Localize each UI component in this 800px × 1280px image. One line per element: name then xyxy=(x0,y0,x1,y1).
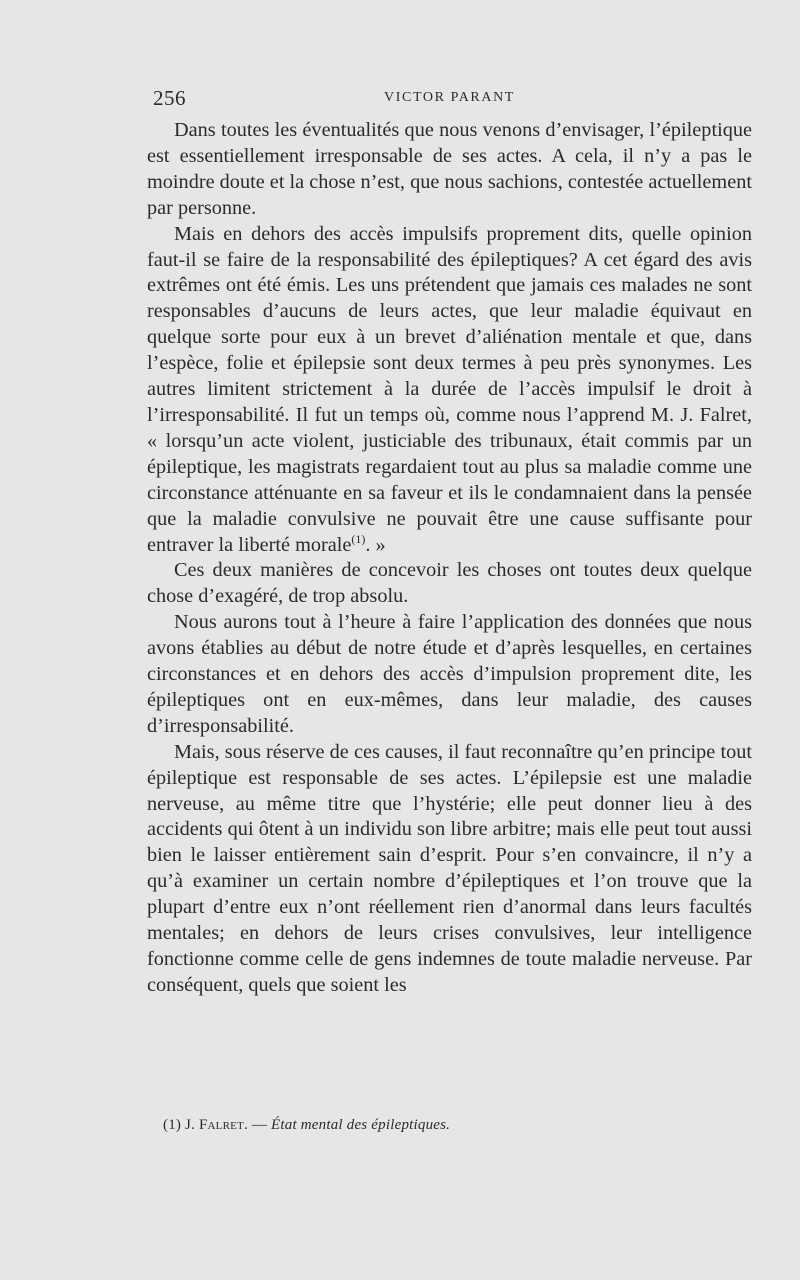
quote-end: . » xyxy=(365,533,386,556)
paragraph-2 xyxy=(147,222,752,559)
paragraph-3: Ces deux manières de concevoir les choses ont toutes deux quelque chose d’exagéré, de trop absolu. xyxy=(147,559,752,608)
footnote-author: J. Falret. xyxy=(185,1117,248,1133)
footnote-marker: (1) xyxy=(163,1117,182,1133)
running-head: VICTOR PARANT xyxy=(384,90,515,105)
page-number: 256 xyxy=(153,86,186,110)
paragraph-5: Mais, sous réserve de ces causes, il faut reconnaître qu’en principe tout épileptique est responsable de ses actes. L’épilepsie est une maladie nerveuse, au même titre que l’hystérie; elle peut donner lieu à des accidents qui ôtent à un individu son libre arbitre; mais elle peut tout aussi bien le laisser entièrement sain d’esprit. Pour s’en convaincre, il n’y a qu’à examiner un certain nombre d’épileptiques et l’on trouve que la plupart d’entre eux n’ont réellement rien d’anormal dans leurs facultés mentales; en dehors de leurs crises convulsives, leur intelligence fonctionne comme celle de gens indemnes de toute maladie nerveuse. Par conséquent, quels que soient les xyxy=(147,740,752,996)
footnote-separator: — xyxy=(247,1117,272,1133)
page-header xyxy=(147,86,752,114)
footnote xyxy=(163,1117,450,1134)
paragraph-4: Nous aurons tout à l’heure à faire l’application des données que nous avons établies au début de notre étude et d’après lesquelles, en certaines circonstances et en dehors des accès d’impulsion proprement dite, les épileptiques ont en eux-mêmes, dans leur maladie, des causes d’irresponsabilité. xyxy=(147,611,752,737)
footnote-reference: (1) xyxy=(351,531,366,546)
paragraph-2-text: Mais en dehors des accès impulsifs proprement dits, quelle opinion faut-il se faire de la responsabilité des épileptiques? A cet égard des avis extrêmes ont été émis. Les uns prétendent que jamais ces malades ne sont responsables d’aucuns de leurs actes, que leur maladie équivaut en quelque sorte pour eux à un brevet d’aliénation mentale et que, dans l’espèce, folie et épilepsie sont deux termes à peu près synonymes. Les autres limitent strictement à la durée de l’accès impulsif le droit à l’irresponsabilité. Il fut un temps où, comme nous l’apprend M. J. Falret, « lorsqu’un acte violent, justiciable des tribunaux, était commis par un épileptique, les magistrats regardaient tout au plus sa maladie comme une circonstance atténuante en sa faveur et ils le condamnaient dans la pensée que la maladie convulsive ne pouvait être une cause suffisante pour entraver la liberté morale xyxy=(147,222,752,556)
body-text xyxy=(147,118,752,999)
footnote-title: État mental des épileptiques. xyxy=(271,1117,451,1133)
paragraph-1: Dans toutes les éventualités que nous venons d’envisager, l’épileptique est essentiellement irresponsable de ses actes. A cela, il n’y a pas le moindre doute et la chose n’est, que nous sachions, contestée actuellement par personne. xyxy=(147,119,752,219)
